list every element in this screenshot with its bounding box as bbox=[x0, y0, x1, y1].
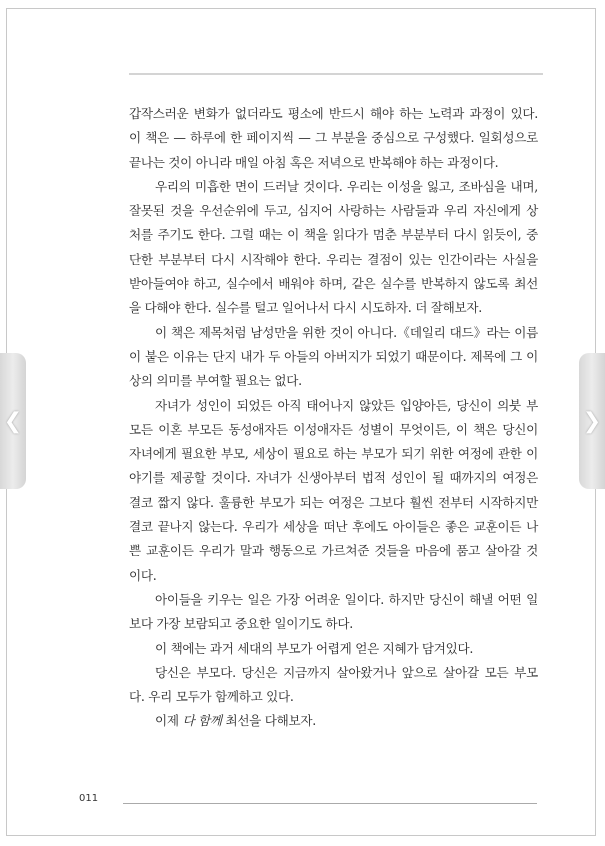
text-line: 결코 짧지 않다. 훌륭한 부모가 되는 여정은 그보다 훨씬 전부터 시작하지만 bbox=[129, 494, 538, 510]
text-line: 을 다해야 한다. 실수를 털고 일어나서 다시 시도하자. 더 잘해보자. bbox=[129, 300, 482, 316]
text-line: 처를 주기도 한다. 그럴 때는 이 책을 읽다가 멈춘 부분부터 다시 읽듯이, 중 bbox=[129, 227, 538, 243]
chevron-right-icon: ❯ bbox=[582, 408, 602, 434]
text-line: 이 책에는 과거 세대의 부모가 어렵게 얻은 지혜가 담겨있다. bbox=[155, 640, 474, 656]
text-segment: 최선을 다해보자. bbox=[221, 713, 316, 729]
text-segment: 이제 bbox=[155, 713, 183, 729]
page-number: 011 bbox=[79, 793, 99, 804]
text-line: 이다. bbox=[129, 567, 157, 583]
text-line bbox=[129, 709, 538, 733]
page-body-text bbox=[129, 102, 538, 734]
text-line: 이 책은 제목처럼 남성만을 위한 것이 아니다.《데일리 대드》라는 이름 bbox=[155, 324, 538, 340]
text-line: 받아들여야 하고, 실수에서 배워야 하며, 같은 실수를 반복하지 않도록 최선 bbox=[129, 276, 538, 292]
text-line: 이 붙은 이유는 단지 내가 두 아들의 아버지가 되었기 때문이다. 제목에 그 이 bbox=[129, 348, 538, 364]
text-line: 아이들을 키우는 일은 가장 어려운 일이다. 하지만 당신이 해낼 어떤 일 bbox=[155, 591, 538, 607]
book-page bbox=[3, 8, 596, 836]
previous-page-button[interactable] bbox=[0, 353, 26, 489]
next-page-button[interactable] bbox=[579, 353, 605, 489]
text-line: 이 책은 — 하루에 한 페이지씩 — 그 부분을 중심으로 구성했다. 일회성으로 bbox=[129, 130, 538, 146]
chevron-left-icon: ❮ bbox=[3, 408, 23, 434]
text-line: 당신은 부모다. 당신은 지금까지 살아왔거나 앞으로 살아갈 모든 부모 bbox=[155, 664, 538, 680]
text-line: 우리의 미흡한 면이 드러날 것이다. 우리는 이성을 잃고, 조바심을 내며, bbox=[155, 178, 538, 194]
text-line: 갑작스러운 변화가 없더라도 평소에 반드시 해야 하는 노력과 과정이 있다. bbox=[129, 106, 538, 121]
text-line: 단한 부분부터 다시 시작해야 한다. 우리는 결점이 있는 인간이라는 사실을 bbox=[129, 251, 538, 267]
text-line: 다. 우리 모두가 함께하고 있다. bbox=[129, 689, 294, 705]
text-line: 보다 가장 보람되고 중요한 일이기도 하다. bbox=[129, 616, 353, 632]
text-line: 모든 이혼 부모든 동성애자든 이성애자든 성별이 무엇이든, 이 책은 당신이 bbox=[129, 421, 538, 437]
footer-rule bbox=[123, 803, 537, 804]
italic-text: 다 함께 bbox=[182, 713, 222, 729]
text-line: 끝나는 것이 아니라 매일 아침 혹은 저녁으로 반복해야 하는 과정이다. bbox=[129, 154, 499, 170]
text-line: 자녀에게 필요한 부모, 세상이 필요로 하는 부모가 되기 위한 여정에 관한 이 bbox=[129, 446, 538, 462]
text-line: 야기를 제공할 것이다. 자녀가 신생아부터 법적 성인이 될 때까지의 여정은 bbox=[129, 470, 538, 486]
text-line: 쁜 교훈이든 우리가 말과 행동으로 가르쳐준 것들을 마음에 품고 살아갈 것 bbox=[129, 543, 538, 559]
text-line: 상의 의미를 부여할 필요는 없다. bbox=[129, 373, 302, 389]
text-line: 자녀가 성인이 되었든 아직 태어나지 않았든 입양아든, 당신이 의붓 부 bbox=[155, 397, 538, 413]
header-rule bbox=[129, 73, 543, 75]
text-line: 잘못된 것을 우선순위에 두고, 심지어 사랑하는 사람들과 우리 자신에게 상 bbox=[129, 203, 538, 219]
text-line: 결코 끝나지 않는다. 우리가 세상을 떠난 후에도 아이들은 좋은 교훈이든 나 bbox=[129, 519, 538, 535]
